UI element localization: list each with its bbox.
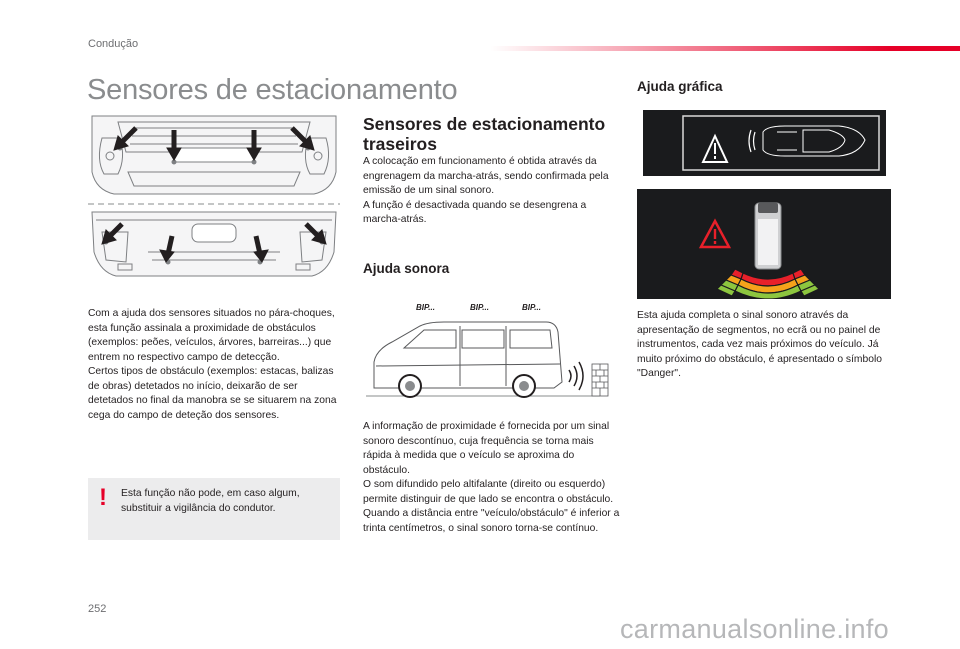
warning-text: Esta função não pode, em caso algum, substituir a vigilância do condutor. [121, 488, 300, 514]
audio-paragraph-1: A informação de proximidade é fornecida por um sinal sonoro descontínuo, cuja frequência se torna mais rápida à medida que o veículo se aproxima do obstáculo. [363, 421, 610, 476]
audio-paragraph-2: O som difundido pelo altifalante (direito ou esquerdo) permite distinguir de que lado se encontra o obstáculo. [363, 479, 614, 505]
van-audio-illustration [364, 296, 620, 404]
intro-paragraph: Com a ajuda dos sensores situados no pára-choques, esta função assinala a proximidade de obstáculos (exemplos: peões, veículos, árvores, barreiras...) que entrem no respectivo campo de detecção. [88, 308, 335, 363]
graphic-aid-text: Esta ajuda completa o sinal sonoro através da apresentação de segmentos, no ecrã ou no painel de instrumentos, cada vez mais próximos do veículo. Já muito próximo do obstáculo, é apresentado o símbolo "Danger". [637, 310, 882, 379]
beep-label-2: BIP... [470, 303, 489, 312]
rear-sensors-title: Sensores de estacionamento traseiros [363, 114, 606, 154]
graphic-aid-title: Ajuda gráfica [637, 79, 723, 94]
alert-exclamation-icon: ! [99, 484, 107, 511]
audio-aid-text [363, 420, 621, 536]
audio-paragraph-3: Quando a distância entre "veículo/obstáculo" é inferior a trinta centímetros, o sinal sonoro torna-se contínuo. [363, 508, 620, 534]
beep-label-3: BIP... [522, 303, 541, 312]
deactivation-paragraph: A função é desactivada quando se desengrena a marcha-atrás. [363, 199, 587, 225]
bumper-sensors-illustration [88, 112, 340, 288]
rear-sensors-text [363, 155, 621, 228]
header-accent-line [490, 46, 960, 51]
beep-label-1: BIP... [416, 303, 435, 312]
blind-zone-paragraph: Certos tipos de obstáculo (exemplos: estacas, balizas de obras) detetados no início, deixarão de ser detetados no final da manobra se se situarem na zona cega do campo de deteção dos sensores. [88, 366, 337, 421]
dashboard-display [643, 110, 886, 176]
intro-text [88, 307, 340, 423]
page-title: Sensores de estacionamento [87, 74, 458, 106]
warning-triangle-icon [703, 136, 727, 162]
touchscreen-display [637, 189, 891, 299]
activation-paragraph: A colocação em funcionamento é obtida através da engrenagem da marcha-atrás, sendo confirmada pela emissão de um sinal sonoro. [363, 156, 609, 196]
section-label: Condução [88, 38, 139, 50]
watermark: carmanualsonline.info [620, 614, 889, 644]
audio-aid-title: Ajuda sonora [363, 261, 450, 276]
page-number: 252 [88, 603, 107, 615]
warning-triangle-icon [701, 221, 729, 247]
